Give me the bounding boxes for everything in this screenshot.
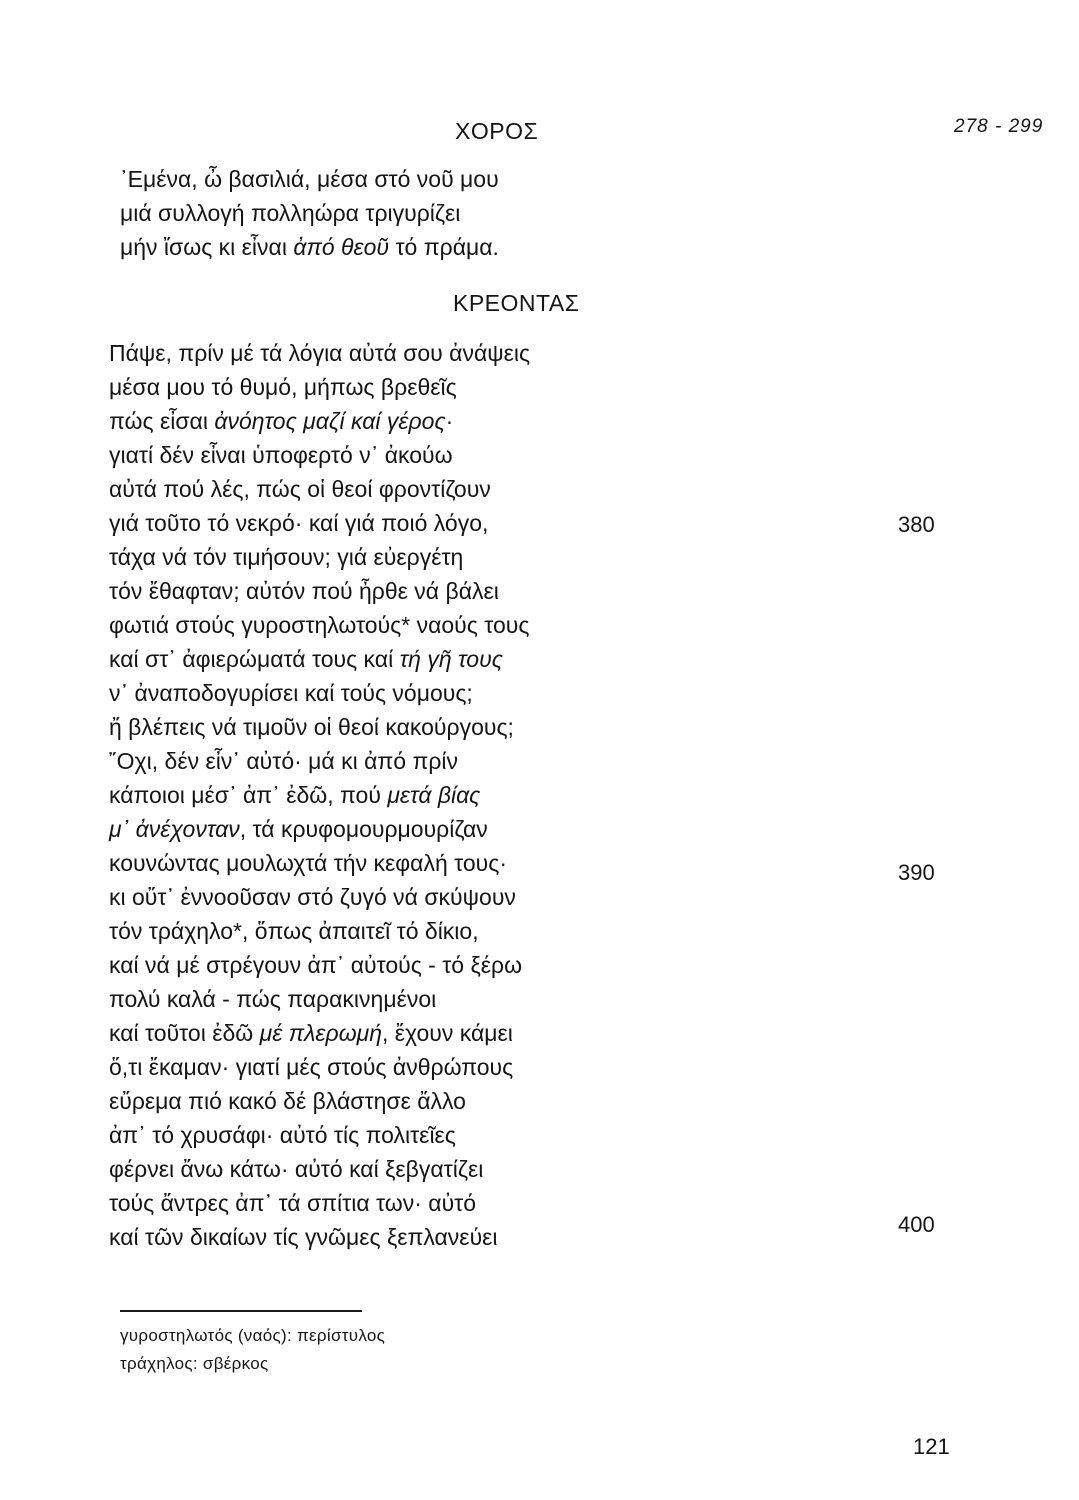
line-number: 390 (898, 860, 935, 885)
verse-line (109, 404, 530, 438)
verse-line: καί τῶν δικαίων τίς γνῶμες ξεπλανεύει (109, 1224, 498, 1250)
verse-line: κι οὔτ᾿ ἐννοοῦσαν στό ζυγό νά σκύψουν (109, 884, 516, 910)
verse-line (109, 812, 530, 846)
verse-text: , τά κρυφομουρμουρίζαν (239, 816, 488, 842)
footnotes (120, 1322, 385, 1378)
verse-text: πώς εἶσαι (109, 408, 215, 434)
verse-text: καί τοῦτοι ἐδῶ (109, 1020, 260, 1046)
italic-phrase: τή γῆ τους (399, 646, 503, 672)
page-number: 121 (913, 1434, 950, 1459)
italic-phrase: μετά βίας (387, 782, 481, 808)
verse-text: μήν ἴσως κι εἶναι (120, 234, 294, 260)
verse-line: ῎Οχι, δέν εἶν᾿ αὐτό· μά κι ἀπό πρίν (109, 748, 459, 774)
italic-phrase: ἀπό θεοῦ (293, 234, 390, 260)
verse-line: αὐτά πού λές, πώς οἱ θεοί φροντίζουν (109, 476, 491, 502)
verse-text: · (445, 408, 454, 434)
italic-phrase: μ᾿ ἀνέχονταν (109, 816, 240, 842)
creon-verse (109, 336, 530, 1254)
footnote: γυροστηλωτός (ναός): περίστυλος (120, 1326, 386, 1345)
verse-line: φωτιά στούς γυροστηλωτούς* ναούς τους (109, 612, 530, 638)
verse-line: κουνώντας μουλωχτά τήν κεφαλή τους· (109, 850, 507, 876)
verse-line: τούς ἄντρες ἀπ᾿ τά σπίτια των· αὐτό (109, 1190, 477, 1216)
verse-text: κάποιοι μέσ᾿ ἀπ᾿ ἐδῶ, πού (109, 782, 388, 808)
verse-line: Πάψε, πρίν μέ τά λόγια αὐτά σου ἀνάψεις (109, 340, 531, 366)
verse-line: μιά συλλογή πολληώρα τριγυρίζει (120, 200, 461, 226)
verse-line: τόν ἔθαφταν; αὐτόν πού ἦρθε νά βάλει (109, 578, 499, 604)
chorus-verse (120, 162, 499, 264)
verse-line: γιατί δέν εἶναι ὑποφερτό ν᾿ ἀκούω (109, 442, 453, 468)
verse-line: τόν τράχηλο*, ὅπως ἀπαιτεῖ τό δίκιο, (109, 918, 479, 944)
verse-line (109, 778, 530, 812)
line-range: 278 - 299 (954, 116, 1044, 137)
verse-line: καί νά μέ στρέγουν ἀπ᾿ αὐτούς - τό ξέρω (109, 952, 523, 978)
verse-line: ἤ βλέπεις νά τιμοῦν οἱ θεοί κακούργους; (109, 714, 514, 740)
verse-text: τό πράμα. (389, 234, 499, 260)
verse-text: καί στ᾿ ἀφιερώματά τους καί (109, 646, 400, 672)
verse-line (109, 1016, 530, 1050)
verse-line: πολύ καλά - πώς παρακινημένοι (109, 986, 437, 1012)
speaker-chorus: ΧΟΡΟΣ (455, 118, 539, 144)
footnote-rule (120, 1310, 362, 1312)
footnote: τράχηλος: σβέρκος (120, 1354, 269, 1373)
verse-line: ᾿Εμένα, ὦ βασιλιά, μέσα στό νοῦ μου (120, 166, 499, 192)
verse-line: ὅ,τι ἔκαμαν· γιατί μές στούς ἀνθρώπους (109, 1054, 514, 1080)
verse-line: γιά τοῦτο τό νεκρό· καί γιά ποιό λόγο, (109, 510, 489, 536)
italic-phrase: μέ πλερωμή (259, 1020, 382, 1046)
verse-text: , ἔχουν κάμει (382, 1020, 513, 1046)
verse-line: ν᾿ ἀναποδογυρίσει καί τούς νόμους; (109, 680, 473, 706)
verse-line (109, 642, 530, 676)
verse-line: ἀπ᾿ τό χρυσάφι· αὐτό τίς πολιτεῖες (109, 1122, 456, 1148)
verse-line (120, 230, 499, 264)
italic-phrase: ἀνόητος μαζί καί γέρος (214, 408, 446, 434)
verse-line: φέρνει ἄνω κάτω· αὐτό καί ξεβγατίζει (109, 1156, 484, 1182)
line-number: 380 (898, 512, 935, 537)
line-number: 400 (898, 1212, 935, 1237)
verse-line: τάχα νά τόν τιμήσουν; γιά εὐεργέτη (109, 544, 464, 570)
verse-line: εὔρεμα πιό κακό δέ βλάστησε ἄλλο (109, 1088, 466, 1114)
speaker-creon: ΚΡΕΟΝΤΑΣ (453, 290, 580, 316)
verse-line: μέσα μου τό θυμό, μήπως βρεθεῖς (109, 374, 457, 400)
